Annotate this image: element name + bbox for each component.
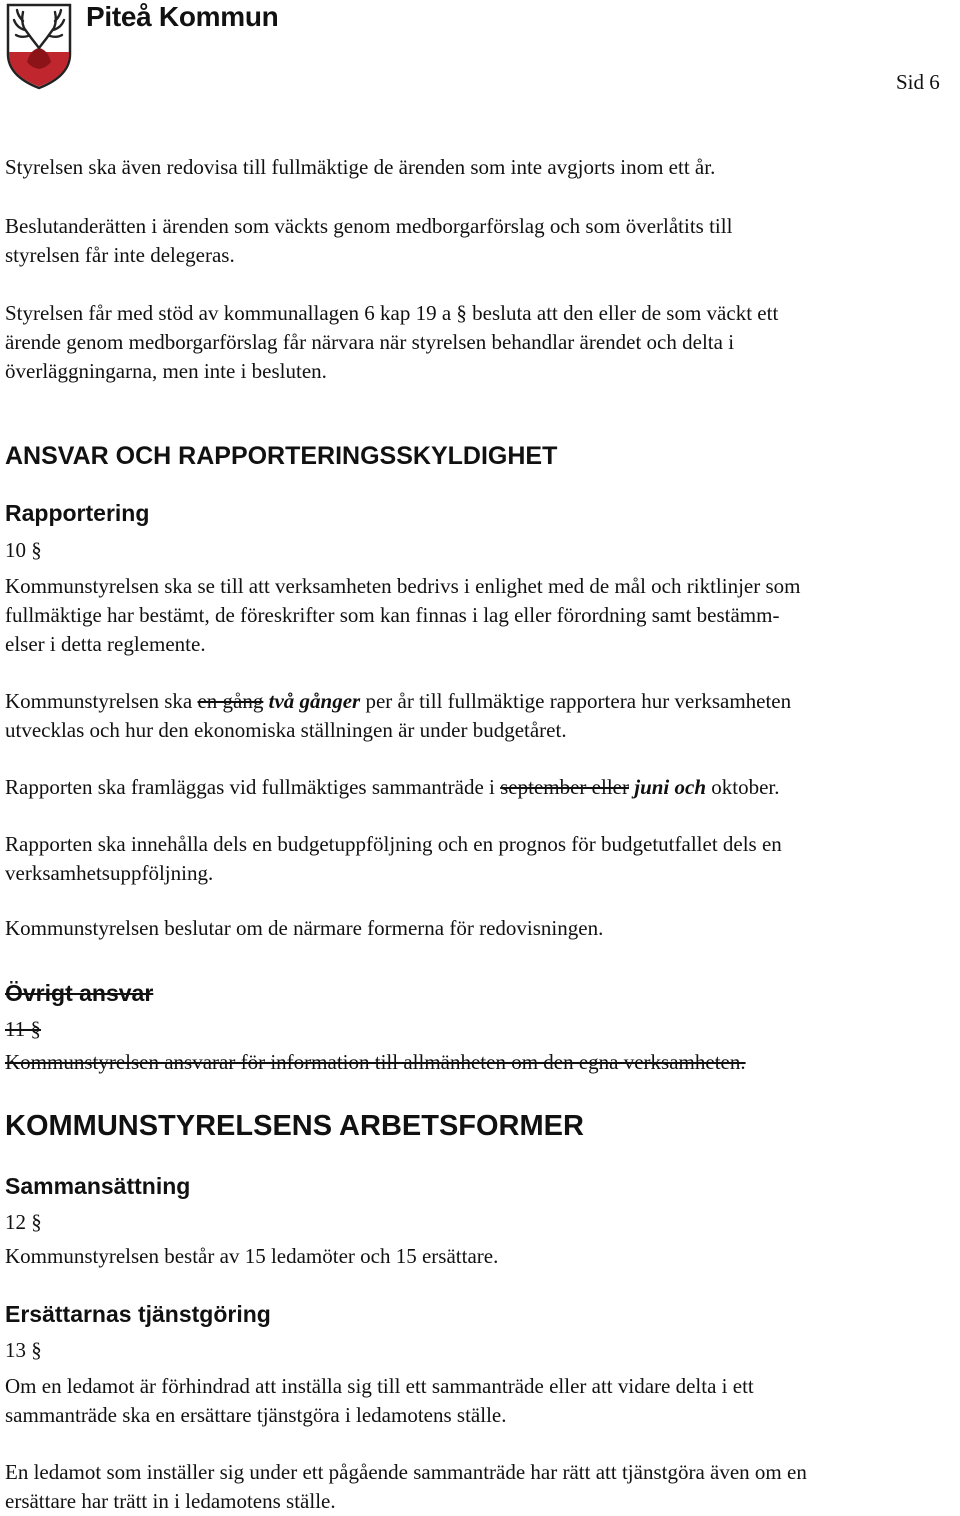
- paragraph: Styrelsen ska även redovisa till fullmäktige de ärenden som inte avgjorts inom ett år.: [5, 155, 716, 179]
- deleted-text: september eller: [500, 775, 629, 799]
- paragraph-line: elser i detta reglemente.: [5, 632, 206, 656]
- text-segment: oktober.: [706, 775, 780, 799]
- paragraph-line: sammanträde ska en ersättare tjänstgöra i ledamotens ställe.: [5, 1403, 507, 1427]
- paragraph: [5, 572, 957, 659]
- inserted-text: två gånger: [263, 689, 361, 713]
- text-segment: Rapporten ska framläggas vid fullmäktiges sammanträde i: [5, 775, 501, 799]
- subsection-heading: Rapportering: [5, 500, 150, 526]
- paragraph: [5, 830, 957, 888]
- paragraph-line: utvecklas och hur den ekonomiska ställningen är under budgetåret.: [5, 718, 567, 742]
- subsection-heading: Sammansättning: [5, 1173, 191, 1199]
- paragraph-line: En ledamot som inställer sig under ett pågående sammanträde har rätt att tjänstgöra även om en: [5, 1460, 807, 1484]
- page-number: Sid 6: [896, 70, 940, 94]
- paragraph-line: [5, 687, 957, 716]
- paragraph-number: 12 §: [5, 1210, 42, 1234]
- paragraph: Kommunstyrelsen beslutar om de närmare formerna för redovisningen.: [5, 916, 604, 940]
- deleted-subsection-heading: Övrigt ansvar: [5, 980, 154, 1006]
- paragraph-line: överläggningarna, men inte i besluten.: [5, 359, 327, 383]
- paragraph-line: Om en ledamot är förhindrad att inställa sig till ett sammanträde eller att vidare delta i ett: [5, 1374, 754, 1398]
- section-heading: ANSVAR OCH RAPPORTERINGSSKYLDIGHET: [5, 442, 558, 470]
- paragraph-line: ärende genom medborgarförslag får närvara när styrelsen behandlar ärendet och delta i: [5, 330, 735, 354]
- deleted-text: en gång: [197, 689, 264, 713]
- paragraph-line: fullmäktige har bestämt, de föreskrifter som kan finnas i lag eller förordning samt bestämm-: [5, 603, 780, 627]
- reindeer-coat-of-arms-icon: [4, 2, 74, 90]
- paragraph-number: 10 §: [5, 538, 42, 562]
- paragraph-line: Styrelsen får med stöd av kommunallagen 6 kap 19 a § besluta att den eller de som väckt ett: [5, 301, 779, 325]
- paragraph: [5, 212, 957, 270]
- paragraph-line: Rapporten ska innehålla dels en budgetuppföljning och en prognos för budgetutfallet dels en: [5, 832, 782, 856]
- paragraph: Kommunstyrelsen består av 15 ledamöter och 15 ersättare.: [5, 1244, 499, 1268]
- subsection-heading: Ersättarnas tjänstgöring: [5, 1301, 271, 1327]
- deleted-paragraph-number: 11 §: [5, 1017, 41, 1041]
- paragraph-line: verksamhetsuppföljning.: [5, 861, 214, 885]
- paragraph-line: Kommunstyrelsen ska se till att verksamheten bedrivs i enlighet med de mål och riktlinjer som: [5, 574, 801, 598]
- organization-name: Piteå Kommun: [86, 1, 279, 32]
- deleted-paragraph: Kommunstyrelsen ansvarar för information till allmänheten om den egna verksamheten.: [5, 1050, 746, 1074]
- amended-paragraph: [5, 773, 957, 802]
- paragraph-number: 13 §: [5, 1338, 42, 1362]
- amended-paragraph: [5, 687, 957, 745]
- paragraph-line: Beslutanderätten i ärenden som väckts genom medborgarförslag och som överlåtits till: [5, 214, 733, 238]
- paragraph-line: styrelsen får inte delegeras.: [5, 243, 235, 267]
- text-segment: Kommunstyrelsen ska: [5, 689, 198, 713]
- paragraph: [5, 1372, 957, 1430]
- text-segment: per år till fullmäktige rapportera hur verksamheten: [360, 689, 792, 713]
- section-heading: KOMMUNSTYRELSENS ARBETSFORMER: [5, 1110, 584, 1142]
- paragraph: [5, 299, 957, 386]
- paragraph: [5, 1458, 957, 1516]
- inserted-text: juni och: [628, 775, 707, 799]
- paragraph-line: [5, 773, 957, 802]
- paragraph-line: ersättare har trätt in i ledamotens ställe.: [5, 1489, 336, 1513]
